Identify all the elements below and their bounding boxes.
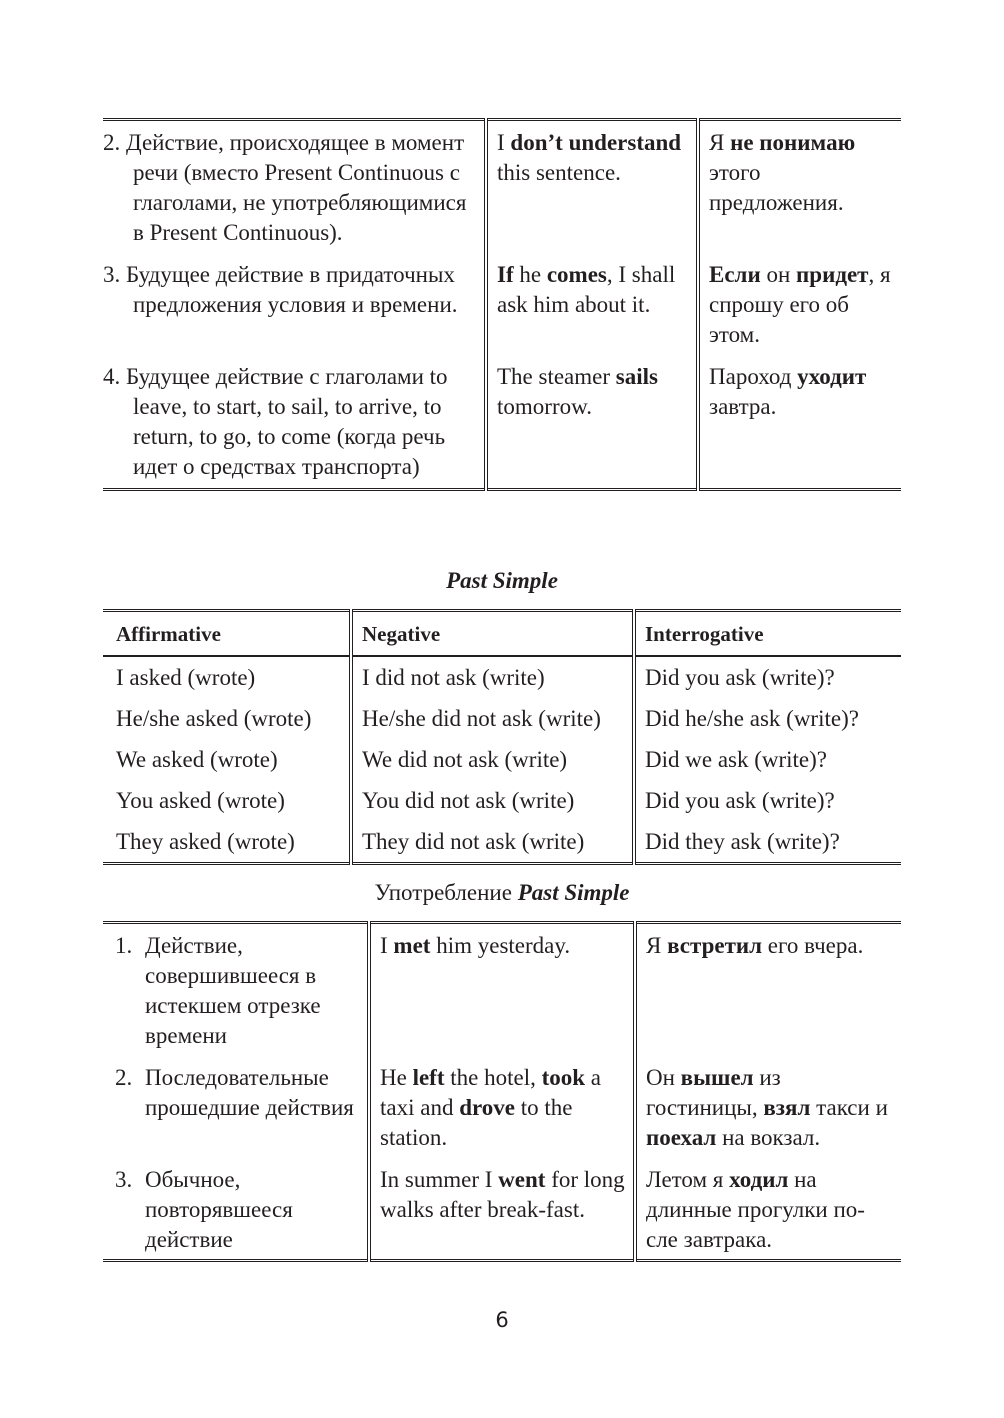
- header-interrogative: Interrogative: [634, 611, 901, 657]
- text-run: Я: [646, 933, 668, 958]
- text-run: его вчера.: [762, 933, 864, 958]
- item-number: 3.: [115, 1167, 133, 1192]
- bold-term: не понимаю: [730, 130, 856, 155]
- negative-cell: He/she did not ask (write): [351, 698, 634, 739]
- negative-cell: You did not ask (write): [351, 780, 634, 821]
- text-run: на длинные прогулки по-сле завтрака.: [646, 1167, 865, 1252]
- text-run: , I shall ask him about it.: [497, 262, 676, 317]
- header-row: [103, 611, 901, 657]
- text-run: завтра.: [709, 394, 777, 419]
- bold-term: встретил: [667, 933, 763, 958]
- text-run: him yesterday.: [430, 933, 571, 958]
- text-run: tomorrow.: [497, 394, 592, 419]
- example-russian: [635, 1063, 901, 1165]
- bold-term: поехал: [646, 1125, 717, 1150]
- text-run: , я спрошу его об этом.: [709, 262, 891, 347]
- usage-cell: 4. Будущее действие с глаголами to leave, to start, to sail, to arrive, to return, to go, to come (когда речь идет о средствах транспорта): [103, 364, 448, 479]
- text-run: он: [760, 262, 797, 287]
- usage-cell: 3. Будущее действие в придаточных предложения условия и времени.: [103, 262, 458, 317]
- table-row: [103, 260, 901, 362]
- present-simple-usage-table: [103, 118, 901, 491]
- example-english: [369, 923, 635, 1064]
- bold-term: придет: [796, 262, 869, 287]
- title-text: Past Simple: [446, 568, 558, 593]
- text-run: The steamer: [497, 364, 616, 389]
- example-russian: [635, 1165, 901, 1261]
- bold-term: drove: [459, 1095, 515, 1120]
- table-row: [103, 821, 901, 864]
- usage-text: Последовательные прошедшие действия: [145, 1065, 354, 1120]
- interrogative-cell: Did we ask (write)?: [634, 739, 901, 780]
- text-run: I: [380, 933, 394, 958]
- text-run: In summer I: [380, 1167, 499, 1192]
- example-russian: [698, 120, 901, 261]
- usage-text: Обычное, повторявшееся действие: [145, 1167, 293, 1252]
- affirmative-cell: They asked (wrote): [116, 829, 295, 854]
- usage-cell: [103, 923, 369, 1064]
- text-run: this sentence.: [497, 160, 621, 185]
- affirmative-cell: You asked (wrote): [116, 788, 285, 813]
- affirmative-cell: I asked (wrote): [116, 665, 256, 690]
- usage-cell: 2. Действие, происходящее в момент речи (вместо Present Continuous с глаголами, не употребляющимися в Present Continuous).: [103, 130, 467, 245]
- past-simple-usage-table: [103, 921, 901, 1262]
- bold-term: comes: [546, 262, 607, 287]
- interrogative-cell: Did you ask (write)?: [634, 780, 901, 821]
- text-run: He: [380, 1065, 413, 1090]
- bold-term: уходит: [797, 364, 867, 389]
- table-row: [103, 120, 901, 261]
- usage-cell: [103, 1063, 369, 1165]
- table-row: [103, 739, 901, 780]
- example-russian: [698, 260, 901, 362]
- text-run: Пароход: [709, 364, 798, 389]
- example-english: [369, 1165, 635, 1261]
- usage-item: [115, 1063, 361, 1123]
- example-english: [486, 362, 698, 490]
- section-title-past-simple: [0, 566, 1004, 596]
- bold-term: don’t understand: [510, 130, 682, 155]
- negative-cell: I did not ask (write): [351, 656, 634, 698]
- example-russian: [635, 923, 901, 1064]
- affirmative-cell: He/she asked (wrote): [116, 706, 312, 731]
- bold-term: met: [393, 933, 431, 958]
- bold-term: взял: [763, 1095, 811, 1120]
- bold-term: вышел: [680, 1065, 754, 1090]
- negative-cell: They did not ask (write): [351, 821, 634, 864]
- title-prefix: Употребление: [374, 880, 518, 905]
- text-run: the hotel,: [444, 1065, 542, 1090]
- table-row: [103, 362, 901, 490]
- text-run: he: [513, 262, 547, 287]
- forms-body: [103, 656, 901, 864]
- text-run: to the station.: [380, 1095, 573, 1150]
- text-run: такси и: [810, 1095, 888, 1120]
- example-russian: [698, 362, 901, 490]
- section-title-usage: [0, 878, 1004, 908]
- interrogative-cell: Did he/she ask (write)?: [634, 698, 901, 739]
- bold-term: Если: [709, 262, 761, 287]
- table-row: [103, 1165, 901, 1261]
- text-run: Он: [646, 1065, 681, 1090]
- table-row: [103, 656, 901, 698]
- usage-item: [115, 1165, 361, 1255]
- text-run: этого предложения.: [709, 160, 844, 215]
- past-simple-forms-table: [103, 609, 901, 865]
- title-emphasis: Past Simple: [517, 880, 630, 905]
- usage-cell: [103, 1165, 369, 1261]
- table-row: [103, 698, 901, 739]
- text-run: Летом я: [646, 1167, 730, 1192]
- header-negative: Negative: [351, 611, 634, 657]
- bold-term: ходил: [729, 1167, 789, 1192]
- page-number: 6: [495, 1308, 509, 1332]
- negative-cell: We did not ask (write): [351, 739, 634, 780]
- bold-term: If: [497, 262, 514, 287]
- usage-item: [115, 931, 361, 1051]
- bold-term: went: [498, 1167, 546, 1192]
- example-english: [369, 1063, 635, 1165]
- text-run: на вокзал.: [716, 1125, 821, 1150]
- text-run: из гостиницы,: [646, 1065, 781, 1120]
- item-number: 1.: [115, 933, 133, 958]
- text-run: for long walks after break-fast.: [380, 1167, 625, 1222]
- item-number: 2.: [115, 1065, 133, 1090]
- text-run: a taxi and: [380, 1065, 602, 1120]
- table-row: [103, 1063, 901, 1165]
- bold-term: took: [541, 1065, 586, 1090]
- interrogative-cell: Did they ask (write)?: [634, 821, 901, 864]
- table-row: [103, 780, 901, 821]
- text-run: Я: [709, 130, 731, 155]
- usage-text: Действие, совершившееся в истекшем отрезке времени: [145, 933, 321, 1048]
- table-row: [103, 923, 901, 1064]
- example-english: [486, 260, 698, 362]
- bold-term: sails: [615, 364, 658, 389]
- text-run: I: [497, 130, 511, 155]
- bold-term: left: [412, 1065, 445, 1090]
- interrogative-cell: Did you ask (write)?: [634, 656, 901, 698]
- header-affirmative: Affirmative: [103, 611, 351, 657]
- example-english: [486, 120, 698, 261]
- affirmative-cell: We asked (wrote): [116, 747, 278, 772]
